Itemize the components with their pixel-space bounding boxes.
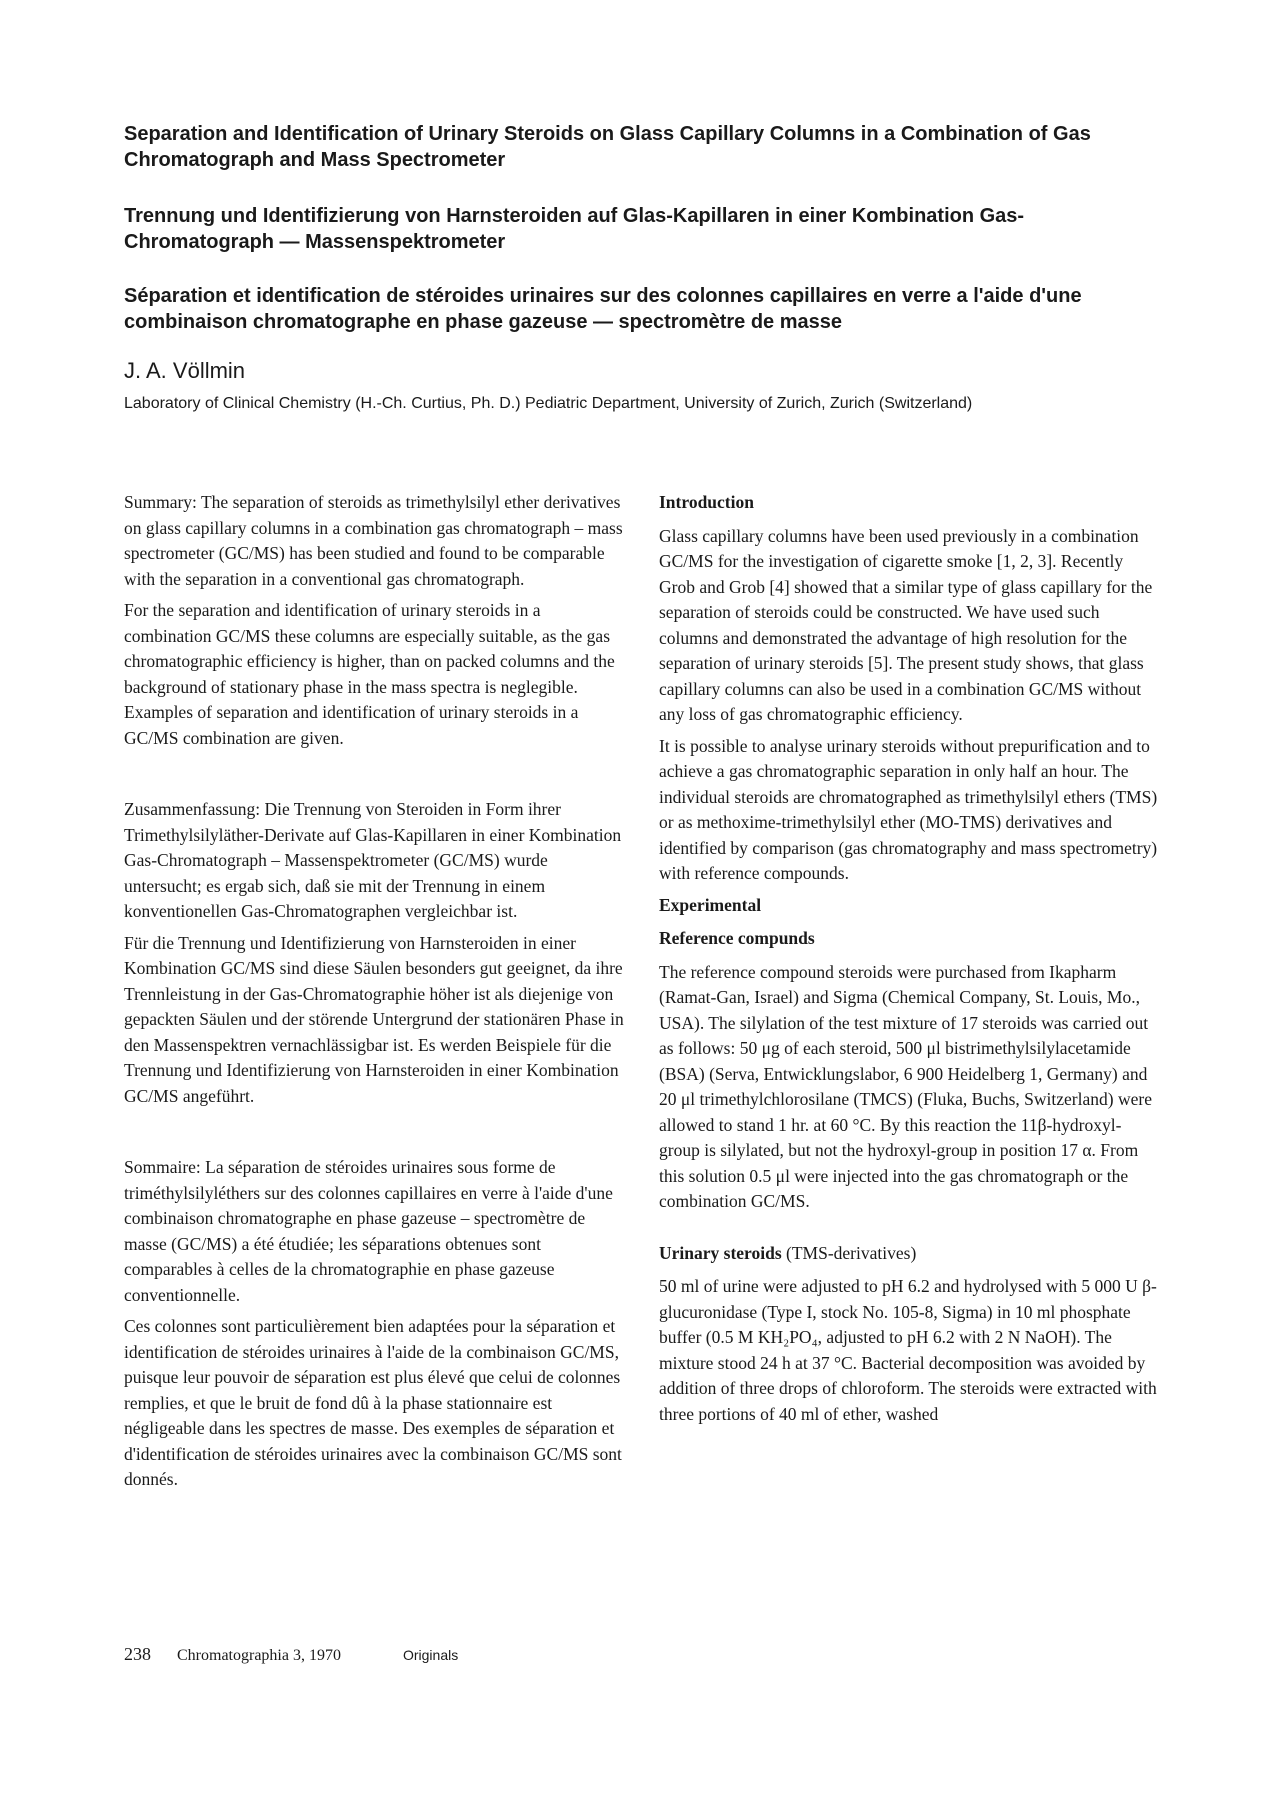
sommaire-paragraph-2: Ces colonnes sont particulièrement bien adaptées pour la séparation et identification de stéroides urinaires à l'aide de la combinaison GC/MS, puisque leur pouvoir de séparation est plus élevé que celui de colonnes remplies, et que le bruit de fond dû à la phase stationnaire est négligeable dans les spectres de masse. Des exemples de séparation et d'identification de stéroides urinaires avec la combinaison GC/MS sont donnés. (124, 1316, 622, 1489)
introduction-paragraph-2: It is possible to analyse urinary steroids without prepurification and to achieve a gas chromatographic separation in only half an hour. The individual steroids are chromatographed as trimethylsilyl ethers (TMS) or as methoxime-trimethylsilyl ether (MO-TMS) derivatives and identified by comparison (gas chromatography and mass spectrometry) with reference compounds. (659, 735, 1158, 883)
subsection-heading-urinary-steroids (659, 1241, 1159, 1267)
section-label: Originals (402, 1647, 459, 1663)
summary-paragraph-2: For the separation and identification of urinary steroids in a combination GC/MS these columns are especially suitable, as the gas chromatographic efficiency is higher, than on packed columns and the background of stationary phase in the mass spectra is neglegible. Examples of separation and identification of urinary steroids in a GC/MS combination are given. (124, 600, 615, 748)
subsection-heading-reference-compounds: Reference compunds (659, 928, 815, 948)
section-heading-introduction: Introduction (659, 492, 754, 512)
page-number: 238 (124, 1644, 151, 1664)
title-french: Séparation et identification de stéroides urinaires sur des colonnes capillaires en verre a l'aide d'une combinaison chromatographe en phase gazeuse — spectromètre de masse (124, 285, 1082, 333)
sommaire-label: Sommaire: (124, 1157, 201, 1177)
author-name: J. A. Völlmin (124, 358, 246, 383)
zusammenfassung-paragraph-1 (124, 797, 624, 925)
summary-label: Summary: (124, 492, 197, 512)
zusammenfassung-paragraph-2: Für die Trennung und Identifizierung von Harnsteroiden in einer Kombination GC/MS sind diese Säulen besonders gut geeignet, da ihre Trennleistung in der Gas-Chromatographie höher ist als diejenige von gepackten Säulen und der störende Untergrund der stationären Phase in den Massenspektren vernachlässigbar ist. Es werden Beispiele für die Trennung und Identifizierung von Harnsteroiden in einer Kombination GC/MS angeführt. (124, 932, 624, 1106)
introduction-paragraph-1: Glass capillary columns have been used previously in a combination GC/MS for the investigation of cigarette smoke [1, 2, 3]. Recently Grob and Grob [4] showed that a similar type of glass capillary for the separation of steroids could be constructed. We have used such columns and demonstrated the advantage of high resolution for the separation of urinary steroids [5]. The present study shows, that glass capillary columns can also be used in a combination GC/MS without any loss of gas chromatographic efficiency. (659, 525, 1153, 724)
title-german: Trennung und Identifizierung von Harnsteroiden auf Glas-Kapillaren in einer Kombination Gas-Chromatograph — Massenspektrometer (124, 205, 1025, 253)
zusammenfassung-label: Zusammenfassung: (124, 799, 261, 819)
urinary-steroids-heading-bold: Urinary steroids (659, 1242, 782, 1263)
section-heading-experimental: Experimental (659, 894, 762, 915)
author-affiliation: Laboratory of Clinical Chemistry (H.-Ch. Curtius, Ph. D.) Pediatric Department, University of Zurich, Zurich (Switzerland) (124, 395, 973, 412)
zusammenfassung-text-1: Die Trennung von Steroiden in Form ihrer Trimethylsilyläther-Derivate auf Glas-Kapillaren in einer Kombination Gas-Chromatograph – Massenspektrometer (GC/MS) wurde untersucht; es ergab sich, daß sie mit der Trennung in einem konventionellen Gas-Chromatographen vergleichbar ist. (124, 799, 622, 921)
reference-compounds-paragraph: The reference compound steroids were purchased from Ikapharm (Ramat-Gan, Israel) and Sigma (Chemical Company, St. Louis, Mo., USA). The silylation of the test mixture of 17 steroids was carried out as follows: 50 μg of each steroid, 500 μl bistrimethylsilylacetamide (BSA) (Serva, Entwicklungslabor, 6 900 Heidelberg 1, Germany) and 20 μl trimethylchlorosilane (TMCS) (Fluka, Buchs, Switzerland) were allowed to stand 1 hr. at 60 °C. By this reaction the 11β-hydroxyl-group is silylated, but not the hydroxyl-group in position 17 α. From this solution 0.5 μl were injected into the gas chromatograph or the combination GC/MS. (659, 961, 1152, 1211)
summary-paragraph-1 (124, 490, 624, 592)
left-column (124, 490, 624, 1499)
page-footer (124, 1643, 458, 1667)
sommaire-text-1: La séparation de stéroides urinaires sous forme de triméthylsilyléthers sur des colonnes capillaires en verre à l'aide d'une combinaison chromatographe en phase gazeuse – spectromètre de masse (GC/MS) a été étudiée; les séparations obtenues sont comparables à celles de la chromatographie en phase gazeuse conventionnelle. (124, 1157, 613, 1305)
sommaire-paragraph-1 (124, 1155, 624, 1308)
journal-citation: Chromatographia 3, 1970 (177, 1647, 341, 1664)
urinary-steroids-paragraph: 50 ml of urine were adjusted to pH 6.2 and hydrolysed with 5 000 U β-glucuronidase (Type I, stock No. 105-8, Sigma) in 10 ml phosphate buffer (0.5 M KH₂PO₄, adjusted to pH 6.2 with 2 N NaOH). The mixture stood 24 h at 37 °C. Bacterial decomposition was avoided by addition of three drops of chloroform. The steroids were extracted with three portions of 40 ml of ether, washed (659, 1276, 1157, 1424)
summary-text-1: The separation of steroids as trimethylsilyl ether derivatives on glass capillary columns in a combination gas chromatograph – mass spectrometer (GC/MS) has been studied and found to be comparable with the separation in a conventional gas chromatograph. (124, 492, 623, 589)
title-english: Separation and Identification of Urinary Steroids on Glass Capillary Columns in a Combination of Gas Chromatograph and Mass Spectrometer (124, 123, 1091, 171)
urinary-steroids-heading-suffix: (TMS-derivatives) (781, 1242, 917, 1263)
right-column (659, 490, 1159, 1433)
